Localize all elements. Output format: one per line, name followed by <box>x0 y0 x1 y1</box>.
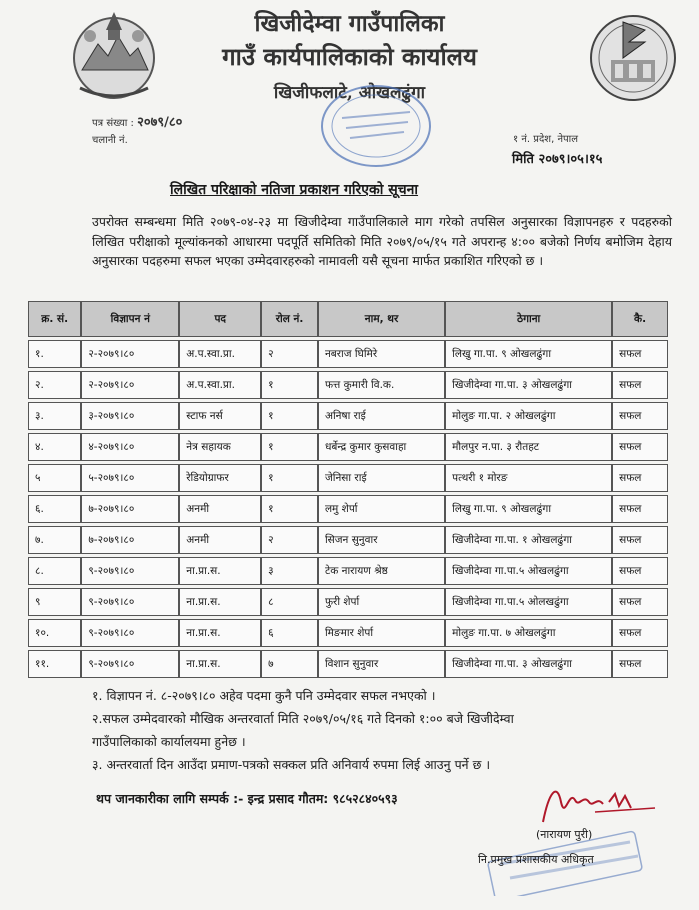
header-post: पद <box>179 301 261 337</box>
header-address: ठेगाना <box>445 301 612 337</box>
cell-remarks: सफल <box>612 588 668 616</box>
cell-name: मिङमार शेर्पा <box>318 619 445 647</box>
cell-serial: २. <box>28 371 81 399</box>
cell-name: टेक नारायण श्रेष्ठ <box>318 557 445 585</box>
cell-remarks: सफल <box>612 464 668 492</box>
cell-advert-no: ७-२०७९।८० <box>81 495 179 523</box>
table-row <box>28 557 668 585</box>
notice-body: उपरोक्त सम्बन्धमा मिति २०७९-०४-२३ मा खिजीदेम्वा गाउँपालिकाले माग गरेको तपसिल अनुसारका विज्ञापनहरु र पदहरुको लिखित परीक्षाको मूल्यांकनको आधारमा पदपूर्ति समितिको मिति २०७९/०५/१५ गते अपरान्ह ४:०० बजेको निर्णय बमोजिम देहाय अनुसारका पदहरुमा सफल भएका उम्मेदवारहरुको नामावली यसै सूचना मार्फत प्रकाशित गरिएको छ । <box>92 214 672 268</box>
cell-post: ना.प्रा.स. <box>179 588 261 616</box>
cell-serial: ५ <box>28 464 81 492</box>
cell-post: ना.प्रा.स. <box>179 650 261 678</box>
cell-remarks: सफल <box>612 495 668 523</box>
cell-roll-no: २ <box>261 526 318 554</box>
cell-roll-no: १ <box>261 371 318 399</box>
municipality-name: खिजीदेम्वा गाउँपालिका <box>254 10 445 37</box>
cell-post: अ.प.स्वा.प्रा. <box>179 340 261 368</box>
cell-name: फुरी शेर्पा <box>318 588 445 616</box>
table-row <box>28 371 668 399</box>
cell-name: विशान सुनुवार <box>318 650 445 678</box>
cell-remarks: सफल <box>612 557 668 585</box>
cell-roll-no: ३ <box>261 557 318 585</box>
cell-serial: ३. <box>28 402 81 430</box>
cell-address: खिजीदेम्वा गा.पा. ३ ओखलढुंगा <box>445 371 612 399</box>
cell-serial: ४. <box>28 433 81 461</box>
cell-post: ना.प्रा.स. <box>179 557 261 585</box>
cell-remarks: सफल <box>612 526 668 554</box>
cell-advert-no: २-२०७९।८० <box>81 371 179 399</box>
table-row <box>28 526 668 554</box>
table-body <box>28 337 668 678</box>
table-row <box>28 464 668 492</box>
signatory-stamp <box>470 806 655 896</box>
cell-roll-no: १ <box>261 495 318 523</box>
cell-advert-no: २-२०७९।८० <box>81 340 179 368</box>
cell-address: लिखु गा.पा. ९ ओखलढुंगा <box>445 340 612 368</box>
table-row <box>28 619 668 647</box>
header-remarks: कै. <box>612 301 668 337</box>
cell-roll-no: १ <box>261 433 318 461</box>
cell-advert-no: ९-२०७९।८० <box>81 619 179 647</box>
cell-address: मौलपुर न.पा. ३ रौतहट <box>445 433 612 461</box>
notes-section <box>92 684 652 776</box>
cell-serial: १. <box>28 340 81 368</box>
cell-serial: ११. <box>28 650 81 678</box>
cell-post: नेत्र सहायक <box>179 433 261 461</box>
cell-remarks: सफल <box>612 340 668 368</box>
note-3: ३. अन्तरवार्ता दिन आउँदा प्रमाण-पत्रको सक्कल प्रति अनिवार्य रुपमा लिई आउनु पर्ने छ । <box>92 757 491 772</box>
cell-name: सिजन सुनुवार <box>318 526 445 554</box>
table-row <box>28 402 668 430</box>
cell-address: खिजीदेम्वा गा.पा.५ ओलखढुंगा <box>445 588 612 616</box>
cell-name: फत्त कुमारी वि.क. <box>318 371 445 399</box>
notice-date: मिति २०७९।०५।१५ <box>512 152 603 167</box>
notice-heading: लिखित परिक्षाको नतिजा प्रकाशन गरिएको सूचना <box>170 182 419 198</box>
cell-name: अनिषा राई <box>318 402 445 430</box>
office-address: खिजीफलाटे, ओखलढुंगा <box>273 83 426 103</box>
cell-remarks: सफल <box>612 619 668 647</box>
cell-serial: ६. <box>28 495 81 523</box>
cell-roll-no: ८ <box>261 588 318 616</box>
letter-number: पत्र संख्या : २०७९/८० <box>92 115 183 130</box>
cell-advert-no: ९-२०७९।८० <box>81 588 179 616</box>
cell-roll-no: ७ <box>261 650 318 678</box>
contact-info: थप जानकारीका लागि सम्पर्क :- इन्द्र प्रसाद गौतम: ९८५२८४०५९३ <box>96 791 398 806</box>
cell-name: धर्बेन्द्र कुमार कुसवाहा <box>318 433 445 461</box>
cell-advert-no: ४-२०७९।८० <box>81 433 179 461</box>
cell-advert-no: ३-२०७९।८० <box>81 402 179 430</box>
cell-roll-no: २ <box>261 340 318 368</box>
cell-serial: १०. <box>28 619 81 647</box>
cell-serial: ८. <box>28 557 81 585</box>
signatory-title: नि.प्रमुख प्रशासकीय अधिकृत <box>478 853 594 866</box>
cell-address: खिजीदेम्वा गा.पा. ३ ओखलढुंगा <box>445 650 612 678</box>
cell-advert-no: ५-२०७९।८० <box>81 464 179 492</box>
table-row <box>28 340 668 368</box>
cell-advert-no: ७-२०७९।८० <box>81 526 179 554</box>
cell-serial: ७. <box>28 526 81 554</box>
dispatch-number-label: चलानी नं. <box>92 135 128 146</box>
table-row <box>28 588 668 616</box>
cell-post: अनमी <box>179 526 261 554</box>
note-2: २.सफल उम्मेदवारको मौखिक अन्तरवार्ता मिति २०७९/०५/१६ गते दिनको १:०० बजे खिजीदेम्वा <box>92 711 514 726</box>
cell-remarks: सफल <box>612 402 668 430</box>
header-name: नाम, थर <box>318 301 445 337</box>
cell-post: ना.प्रा.स. <box>179 619 261 647</box>
province-label: १ नं. प्रदेश, नेपाल <box>513 134 579 145</box>
cell-remarks: सफल <box>612 650 668 678</box>
signatory-name: (नारायण पुरी) <box>536 828 593 841</box>
cell-address: खिजीदेम्वा गा.पा.५ ओखलढुंगा <box>445 557 612 585</box>
cell-post: अनमी <box>179 495 261 523</box>
cell-address: खिजीदेम्वा गा.पा. १ ओखलढुंगा <box>445 526 612 554</box>
cell-name: नबराज घिमिरे <box>318 340 445 368</box>
office-name: गाउँ कार्यपालिकाको कार्यालय <box>222 42 477 71</box>
table-header-row <box>28 301 668 337</box>
header-roll-no: रोल नं. <box>261 301 318 337</box>
cell-roll-no: १ <box>261 402 318 430</box>
results-table <box>28 301 668 678</box>
header-advert-no: विज्ञापन नं <box>81 301 179 337</box>
cell-name: जेनिसा राई <box>318 464 445 492</box>
cell-address: लिखु गा.पा. ९ ओखलढुंगा <box>445 495 612 523</box>
cell-roll-no: १ <box>261 464 318 492</box>
cell-remarks: सफल <box>612 433 668 461</box>
header-serial: क्र. सं. <box>28 301 81 337</box>
cell-post: स्टाफ नर्स <box>179 402 261 430</box>
note-1: १. विज्ञापन नं. ८-२०७९।८० अहेव पदमा कुनै पनि उम्मेदवार सफल नभएको । <box>92 688 436 703</box>
cell-address: मोलुङ गा.पा. २ ओखलढुंगा <box>445 402 612 430</box>
cell-roll-no: ६ <box>261 619 318 647</box>
cell-post: रेडियोग्राफर <box>179 464 261 492</box>
cell-advert-no: ९-२०७९।८० <box>81 557 179 585</box>
cell-remarks: सफल <box>612 371 668 399</box>
cell-post: अ.प.स्वा.प्रा. <box>179 371 261 399</box>
cell-advert-no: ९-२०७९।८० <box>81 650 179 678</box>
office-stamp <box>316 82 436 172</box>
table-row <box>28 495 668 523</box>
note-2-cont: गाउँपालिकाको कार्यालयमा हुनेछ । <box>92 734 246 749</box>
cell-name: लमु शेर्पा <box>318 495 445 523</box>
table-row <box>28 433 668 461</box>
cell-serial: ९ <box>28 588 81 616</box>
table-row <box>28 650 668 678</box>
cell-address: मोलुङ गा.पा. ७ ओखलढुंगा <box>445 619 612 647</box>
cell-address: पत्थरी १ मोरङ <box>445 464 612 492</box>
